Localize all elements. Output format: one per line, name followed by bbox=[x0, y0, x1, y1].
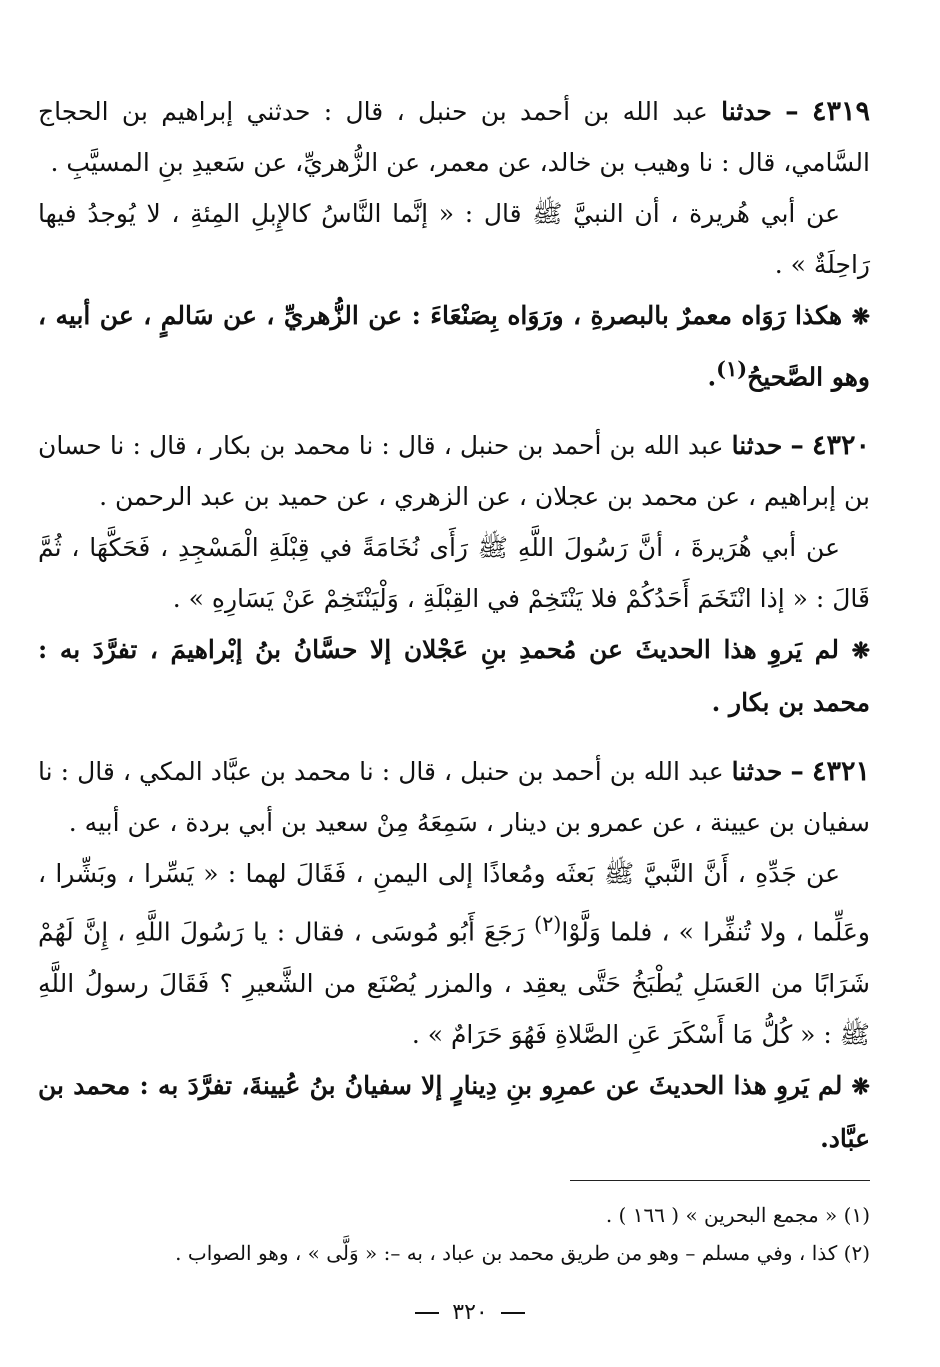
narration-intro: حدثنا bbox=[731, 431, 783, 461]
footnote-divider bbox=[570, 1180, 870, 1181]
narration-intro: حدثنا bbox=[721, 97, 772, 126]
matn-paragraph: عن أبي هُرَيرةَ ، أنَّ رَسُولَ اللَّهِ ﷺ رَأَى نُخَامَةً في قِبْلَةِ الْمَسْجِدِ ، فَحَكَّهَا ، ثُمَّ قَالَ : « إذا انْتَخَمَ أَحَدُكُمْ فلا يَنْتَخِمْ في القِبْلَةِ ، وَلْيَنْتَخِمْ عَنْ يَسَارِهِ » . bbox=[38, 533, 870, 614]
dash: – bbox=[790, 756, 804, 788]
note-marker-icon: ❋ bbox=[851, 304, 870, 330]
isnad-text: عبد الله بن أحمد بن حنبل ، قال : نا محمد بن بكار ، قال : نا حسان بن إبراهيم ، عن محمد بن عجلان ، عن الزهري ، عن حميد بن عبد الرحمن . bbox=[38, 431, 870, 512]
matn-paragraph bbox=[38, 848, 870, 1059]
matn-paragraph: عن أبي هُريرة ، أن النبيَّ ﷺ قال : « إنَّما النَّاسُ كالإِبلِ المِئةِ ، لا يُوجدُ فيها رَاحِلَةٌ » . bbox=[38, 199, 870, 279]
matn-text-part-2: رَجَعَ أَبُو مُوسَى ، فقال : يا رَسُولَ اللَّهِ ، إِنَّ لَهُمْ شَرَابًا من العَسَلِ يُطْبَخُ حَتَّى يعقِد ، والمزر يُصْنَع من الشَّعيرِ ؟ فَقَالَ رسولُ اللَّهِ ﷺ : « كُلُّ مَا أَسْكَرَ عَنِ الصَّلاةِ فَهُوَ حَرَامٌ » . bbox=[38, 917, 870, 1049]
note-text: هكذا رَوَاه معمرٌ بالبصرةِ ، ورَوَاه بِصَنْعَاءَ : عن الزُّهريِّ ، عن سَالمٍ ، عن أبيه ، وهو الصَّحيحُ bbox=[38, 301, 870, 392]
page-body bbox=[38, 86, 870, 1170]
footnote-2 bbox=[38, 1234, 870, 1272]
note-end: . bbox=[707, 362, 717, 392]
isnad-text: عبد الله بن أحمد بن حنبل ، قال : حدثني إبراهيم بن الحجاج السَّامي، قال : نا وهيب بن خالد، عن معمر، عن الزُّهريِّ، عن سَعيدِ بنِ المسيَّبِ . bbox=[38, 97, 870, 177]
folio-dash-left bbox=[501, 1312, 525, 1314]
page-number bbox=[0, 1300, 940, 1325]
isnad-paragraph bbox=[38, 746, 870, 848]
commentary-note bbox=[38, 624, 870, 728]
dash: – bbox=[790, 430, 804, 462]
isnad-paragraph bbox=[38, 420, 870, 522]
footnote-number: (٢) bbox=[843, 1241, 870, 1265]
footnote-text: « مجمع البحرين » ( ١٦٦ ) . bbox=[605, 1203, 838, 1227]
note-marker-icon: ❋ bbox=[851, 1073, 870, 1100]
hadith-number: ٤٣٢١ bbox=[811, 756, 870, 788]
footnote-text: كذا ، وفي مسلم – وهو من طريق محمد بن عباد ، به –: « وَلَّى » ، وهو الصواب . bbox=[175, 1241, 838, 1265]
hadith-entry-4321 bbox=[38, 746, 870, 1163]
note-marker-icon: ❋ bbox=[851, 638, 870, 665]
hadith-entry-4320 bbox=[38, 420, 870, 728]
footnotes bbox=[38, 1196, 870, 1272]
footnote-1 bbox=[38, 1196, 870, 1234]
hadith-number: ٤٣١٩ bbox=[811, 96, 870, 127]
folio-dash-right bbox=[415, 1312, 439, 1314]
commentary-note bbox=[38, 290, 870, 402]
note-text: لم يَروِ هذا الحديثَ عن مُحمدِ بنِ عَجْلان إلا حسَّانُ بنُ إبْراهيمَ ، تفرَّدَ به : محمد بن بكار . bbox=[38, 635, 870, 718]
hadith-entry-4319 bbox=[38, 86, 870, 402]
matn-text-part-1: عن جَدِّهِ ، أَنَّ النَّبيَّ ﷺ بَعثَه ومُعاذًا إلى اليمنِ ، فَقَالَ لهما : « يَسِّرا ، وبَشِّرا ، وعَلِّما ، ولا تُنفِّرا » ، فلما وَلَّوْا bbox=[38, 859, 870, 947]
note-text: لم يَروِ هذا الحديثَ عن عمرِو بنِ دِينارٍ إلا سفيانُ بنُ عُيينةَ، تفرَّدَ به : محمد بن عبَّاد. bbox=[38, 1070, 870, 1153]
footnote-ref: (١) bbox=[716, 356, 748, 381]
isnad-text: عبد الله بن أحمد بن حنبل ، قال : نا محمد بن عبَّاد المكي ، قال : نا سفيان بن عيينة ، عن عمرو بن دينار ، سَمِعَهُ مِنْ سعيد بن أبي بردة ، عن أبيه . bbox=[38, 757, 870, 838]
hadith-number: ٤٣٢٠ bbox=[812, 430, 871, 462]
footnote-ref: (٢) bbox=[533, 912, 562, 937]
isnad-paragraph bbox=[38, 86, 870, 188]
page-number-text: ٣٢٠ bbox=[452, 1300, 488, 1325]
dash: – bbox=[785, 96, 799, 127]
commentary-note bbox=[38, 1060, 870, 1164]
footnote-number: (١) bbox=[843, 1203, 870, 1227]
narration-intro: حدثنا bbox=[731, 757, 783, 787]
